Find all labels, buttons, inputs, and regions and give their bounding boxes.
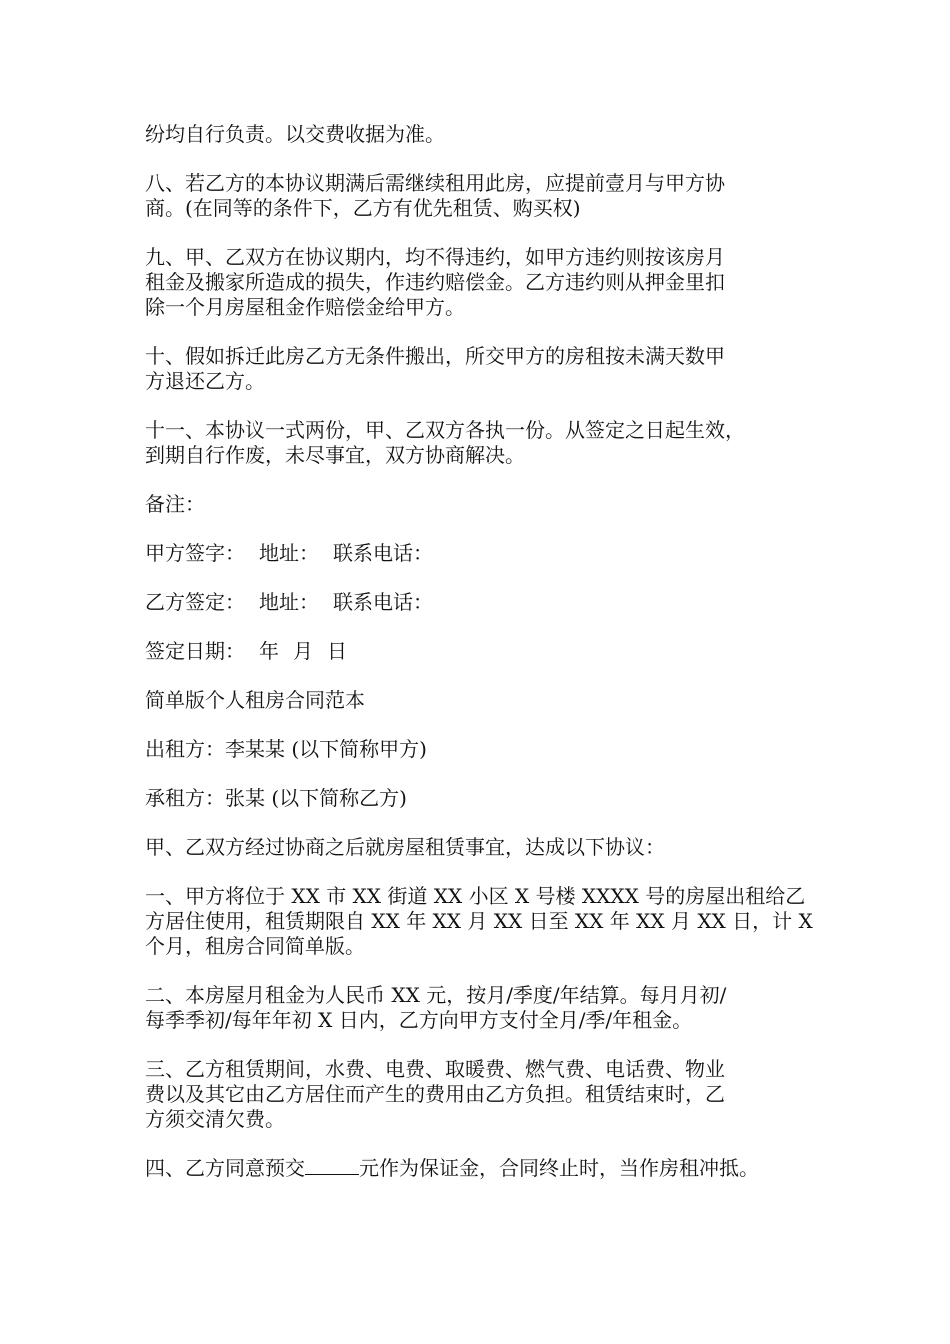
paragraph-article-10 — [145, 344, 825, 394]
contract-intro-text: 甲、乙双方经过协商之后就房屋租赁事宜，达成以下协议： — [145, 835, 665, 859]
lessor-line — [145, 737, 825, 762]
paragraph-remarks — [145, 492, 825, 517]
paragraph-continuation — [145, 122, 825, 147]
clause-3 — [145, 1057, 825, 1132]
text-line: 费以及其它由乙方居住而产生的费用由乙方负担。租赁结束时，乙 — [145, 1082, 725, 1106]
date-month: 月 — [293, 639, 313, 663]
text-line: 九、甲、乙双方在协议期内，均不得违约，如甲方违约则按该房月 — [145, 245, 725, 269]
clause-1 — [145, 884, 825, 959]
party-a-address-label: 地址： — [259, 541, 319, 565]
clause-4-before: 四、乙方同意预交 — [145, 1156, 305, 1180]
date-year: 年 — [259, 639, 279, 663]
text-line: 方退还乙方。 — [145, 369, 265, 393]
signature-date — [145, 639, 825, 664]
text-line: 除一个月房屋租金作赔偿金给甲方。 — [145, 295, 465, 319]
clause-2 — [145, 983, 825, 1033]
text-line: 方须交清欠费。 — [145, 1107, 285, 1131]
party-a-phone-label: 联系电话： — [333, 541, 433, 565]
paragraph-article-11 — [145, 418, 825, 468]
contract-intro — [145, 835, 825, 860]
deposit-blank — [305, 1156, 359, 1175]
clause-4-after: 元作为保证金，合同终止时，当作房租冲抵。 — [359, 1156, 759, 1180]
text-line: 到期自行作废，未尽事宜，双方协商解决。 — [145, 443, 525, 467]
text-line: 十一、本协议一式两份，甲、乙双方各执一份。从签定之日起生效， — [145, 418, 745, 442]
date-day: 日 — [327, 639, 347, 663]
signature-party-a — [145, 541, 825, 566]
text-line: 纷均自行负责。以交费收据为准。 — [145, 122, 445, 146]
party-b-phone-label: 联系电话： — [333, 590, 433, 614]
text-line: 八、若乙方的本协议期满后需继续租用此房，应提前壹月与甲方协 — [145, 171, 725, 195]
party-b-sign-label: 乙方签定： — [145, 590, 245, 614]
lessee-text: 承租方：张某 (以下简称乙方) — [145, 786, 407, 810]
text-line: 二、本房屋月租金为人民币 XX 元，按月/季度/年结算。每月月初/ — [145, 983, 727, 1007]
text-line: 个月，租房合同简单版。 — [145, 934, 365, 958]
lessee-line — [145, 786, 825, 811]
lessor-text: 出租方：李某某 (以下简称甲方) — [145, 737, 427, 761]
text-line: 每季季初/每年年初 X 日内，乙方向甲方支付全月/季/年租金。 — [145, 1008, 693, 1032]
text-line: 一、甲方将位于 XX 市 XX 街道 XX 小区 X 号楼 XXXX 号的房屋出租给乙 — [145, 884, 806, 908]
party-a-sign-label: 甲方签字： — [145, 541, 245, 565]
signature-party-b — [145, 590, 825, 615]
paragraph-article-8 — [145, 171, 825, 221]
contract-title-text: 简单版个人租房合同范本 — [145, 688, 365, 712]
text-line: 十、假如拆迁此房乙方无条件搬出，所交甲方的房租按未满天数甲 — [145, 344, 725, 368]
party-b-address-label: 地址： — [259, 590, 319, 614]
paragraph-article-9 — [145, 245, 825, 320]
text-line: 三、乙方租赁期间，水费、电费、取暖费、燃气费、电话费、物业 — [145, 1057, 725, 1081]
text-line: 方居住使用，租赁期限自 XX 年 XX 月 XX 日至 XX 年 XX 月 XX 日，计 X — [145, 909, 813, 933]
text-line: 租金及搬家所造成的损失，作违约赔偿金。乙方违约则从押金里扣 — [145, 270, 725, 294]
contract-title — [145, 688, 825, 713]
clause-4 — [145, 1156, 825, 1181]
document-body — [145, 122, 825, 1205]
text-line: 商。(在同等的条件下，乙方有优先租赁、购买权) — [145, 196, 581, 220]
remarks-label: 备注： — [145, 492, 205, 516]
date-label: 签定日期： — [145, 639, 245, 663]
